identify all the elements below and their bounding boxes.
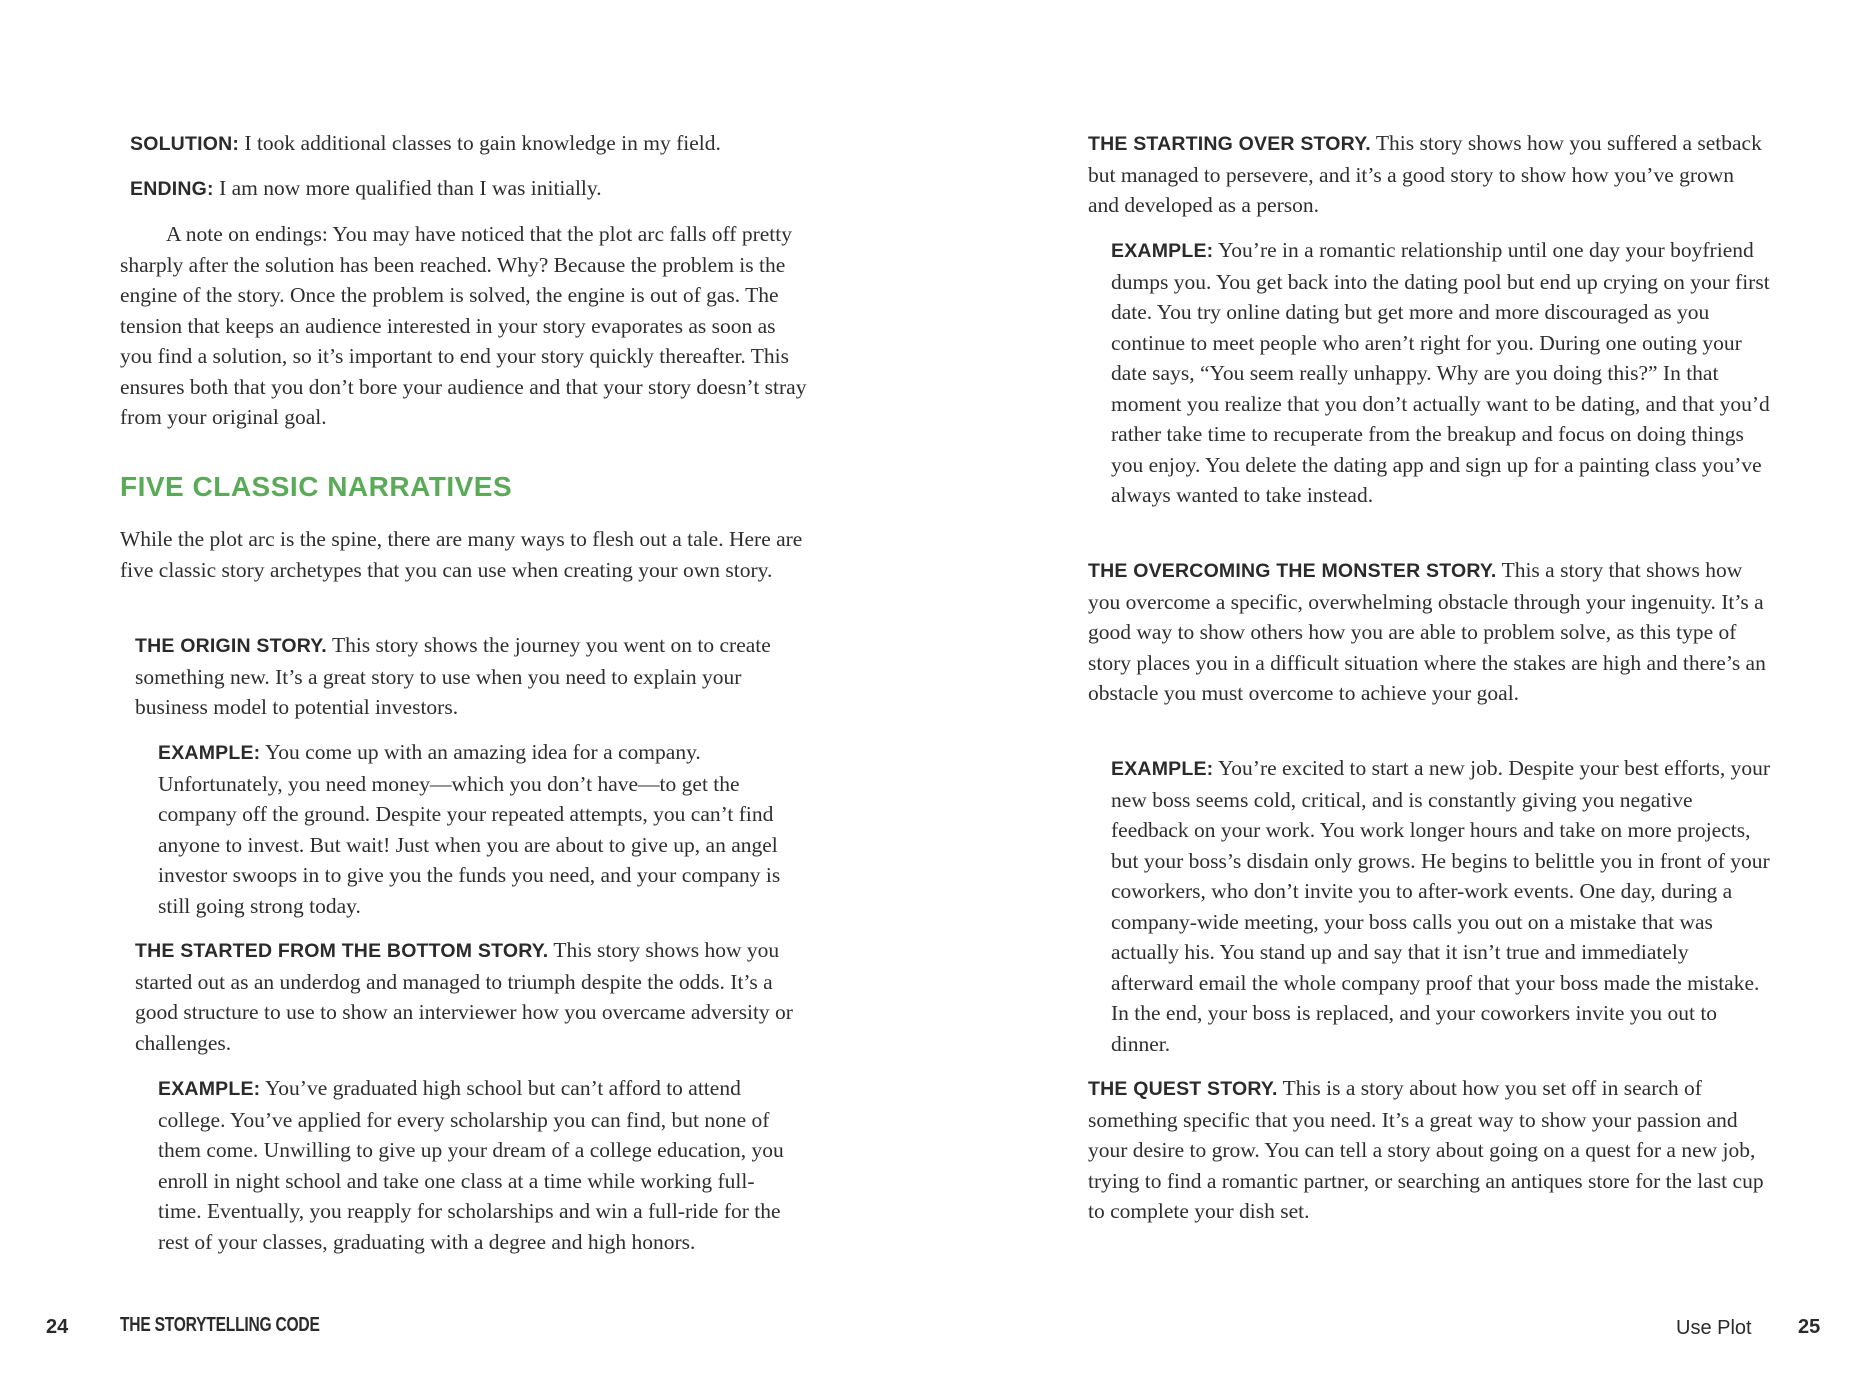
monster-example-text: You’re excited to start a new job. Despite your best efforts, your new boss seems cold, critical, and is constantly giving you negative feedback on your work. You work longer hours and take on more projects, but your boss’s disdain only grows. He begins to belittle you in front of your coworkers, who don’t invite you to after-work events. One day, during a company-wide meeting, your boss calls you out on a mistake that was actually his. You stand up and say that it isn’t true and immediately afterward email the whole company proof that your boss made the mistake. In the end, your boss is replaced, and your coworkers invite you out to dinner. [1111,756,1771,1056]
ending-text: I am now more qualified than I was initially. [219,176,602,200]
ending-paragraph [130,173,820,205]
starting-over-text: This story shows how you suffered a setback but managed to persevere, and it’s a good story to show how you’ve grown and developed as a person. [1088,131,1762,217]
bottom-story-text: This story shows how you started out as an underdog and managed to triumph despite the odds. It’s a good structure to use to show an interviewer how you overcame adversity or challenges. [135,938,793,1055]
solution-text: I took additional classes to gain knowledge in my field. [244,131,721,155]
quest-story-label: THE QUEST STORY. [1088,1078,1278,1100]
book-title: THE STORYTELLING CODE [120,1314,320,1336]
bottom-story-paragraph [135,935,805,1058]
starting-over-example-label: EXAMPLE: [1111,240,1214,262]
right-page-number: 25 [1798,1316,1821,1338]
starting-over-paragraph [1088,128,1768,221]
bottom-example-label: EXAMPLE: [158,1078,261,1100]
bottom-story-label: THE STARTED FROM THE BOTTOM STORY. [135,940,549,962]
ending-label: ENDING: [130,178,214,200]
origin-example-paragraph [158,737,808,921]
chapter-title: Use Plot [1676,1317,1752,1339]
origin-story-label: THE ORIGIN STORY. [135,635,327,657]
monster-story-paragraph [1088,555,1768,709]
monster-example-label: EXAMPLE: [1111,758,1214,780]
starting-over-example-text: You’re in a romantic relationship until one day your boyfriend dumps you. You get back into the dating pool but end up crying on your first date. You try online dating but get more and more discouraged as you continue to meet people who aren’t right for you. During one outing your date says, “You seem really unhappy. Why are you doing this?” In that moment you realize that you don’t actually want to be dating, and that you’d rather take time to recuperate from the breakup and focus on doing things you enjoy. You delete the dating app and sign up for a painting class you’ve always wanted to take instead. [1111,238,1770,507]
solution-label: SOLUTION: [130,133,240,155]
origin-example-text: You come up with an amazing idea for a company. Unfortunately, you need money—which you don’t have—to get the company off the ground. Despite your repeated attempts, you can’t find anyone to invest. But wait! Just when you are about to give up, an angel investor swoops in to give you the funds you need, and your company is still going strong today. [158,740,781,918]
bottom-example-text: You’ve graduated high school but can’t afford to attend college. You’ve applied for every scholarship you can find, but none of them come. Unwilling to give up your dream of a college education, you enroll in night school and take one class at a time while working full-time. Eventually, you reapply for scholarships and win a full-ride for the rest of your classes, graduating with a degree and high honors. [158,1076,784,1254]
starting-over-label: THE STARTING OVER STORY. [1088,133,1371,155]
origin-story-paragraph [135,630,805,723]
left-page-number: 24 [46,1316,69,1338]
section-heading: FIVE CLASSIC NARRATIVES [120,471,513,502]
origin-example-label: EXAMPLE: [158,742,261,764]
origin-story-text: This story shows the journey you went on to create something new. It’s a great story to use when you need to explain your business model to potential investors. [135,633,771,719]
note-on-endings-paragraph: A note on endings: You may have noticed that the plot arc falls off pretty sharply after the solution has been reached. Why? Because the problem is the engine of the story. Once the problem is solved, the engine is out of gas. The tension that keeps an audience interested in your story evaporates as soon as you find a solution, so it’s important to end your story quickly thereafter. This ensures both that you don’t bore your audience and that your story doesn’t stray from your original goal. [120,222,807,429]
monster-example-paragraph [1111,753,1771,1059]
monster-story-label: THE OVERCOMING THE MONSTER STORY. [1088,560,1497,582]
right-page [931,0,1862,1396]
solution-paragraph [130,128,820,160]
monster-story-text: This a story that shows how you overcome a specific, overwhelming obstacle through your ingenuity. It’s a good way to show others how you are able to problem solve, as this type of story places you in a difficult situation where the stakes are high and there’s an obstacle you must overcome to achieve your goal. [1088,558,1766,705]
intro-paragraph: While the plot arc is the spine, there are many ways to flesh out a tale. Here are five classic story archetypes that you can use when creating your own story. [120,527,803,582]
quest-story-text: This is a story about how you set off in search of something specific that you need. It’s a great way to show your passion and your desire to grow. You can tell a story about going on a quest for a new job, trying to find a romantic partner, or searching an antiques store for the last cup to complete your dish set. [1088,1076,1764,1223]
starting-over-example-paragraph [1111,235,1771,511]
quest-story-paragraph [1088,1073,1768,1227]
bottom-example-paragraph [158,1073,798,1257]
